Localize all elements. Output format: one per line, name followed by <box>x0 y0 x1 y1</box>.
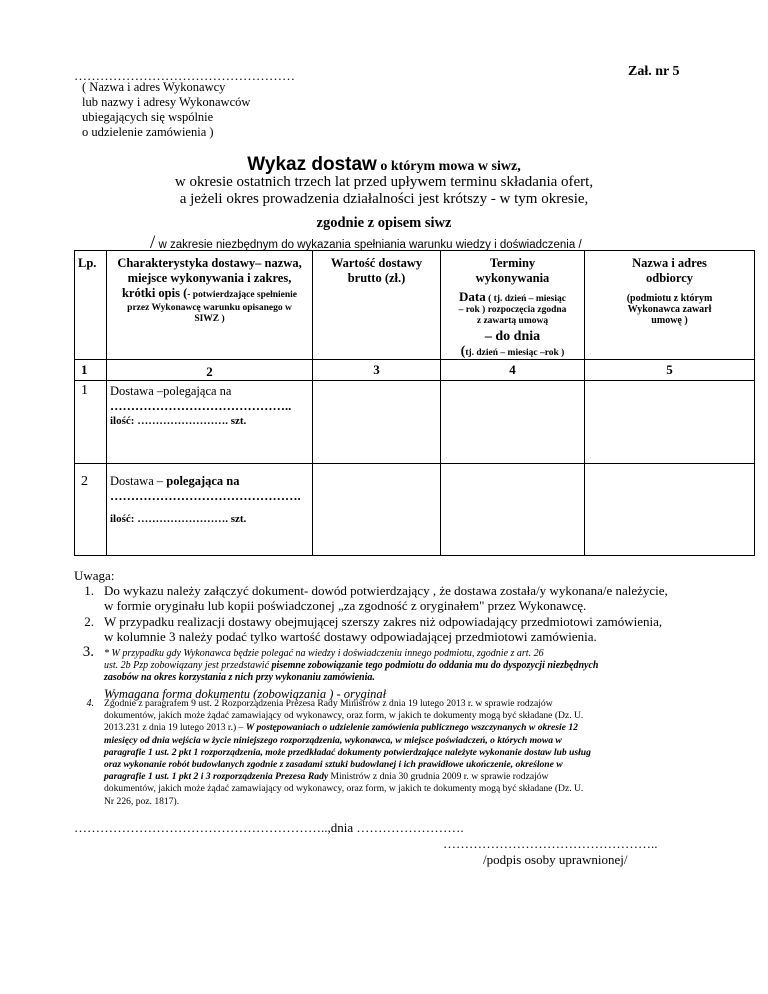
note-number: 3. <box>82 644 94 660</box>
note-item-1 <box>74 583 764 613</box>
row-line <box>110 474 312 489</box>
header-text: SIWZ ) <box>194 314 225 324</box>
header-text: Wartość dostawy <box>330 256 423 270</box>
row-line: Dostawa –polegająca na <box>110 384 232 398</box>
row-lp: 1 <box>75 381 107 464</box>
note-number: 4. <box>86 698 94 709</box>
header-text: tj. dzień – miesiąc –rok ) <box>465 348 565 358</box>
column-number: 2 <box>107 360 313 381</box>
header-text: przez Wykonawcę warunku opisanego w <box>127 303 292 313</box>
header-recipient <box>585 251 755 360</box>
header-characteristics <box>107 251 313 360</box>
note-number: 1. <box>84 583 94 598</box>
note-text-line: paragrafie 1 ust. 2 pkt 1 rozporządzenia, może przedkładać dokumenty potwierdzające należyte wykonanie dostaw lub usług <box>104 746 591 758</box>
title-line-2: w okresie ostatnich trzech lat przed upływem terminu składania ofert, <box>174 174 594 190</box>
header-text: – rok ) rozpoczęcia zgodna <box>458 305 567 315</box>
scope-text: w zakresie niezbędnym do wykazania spełniania warunku wiedzy i doświadczenia / <box>155 239 582 251</box>
slash: / <box>150 232 156 253</box>
signature-label: /podpis osoby uprawnionej/ <box>483 852 628 867</box>
notes-heading: Uwaga: <box>74 568 115 583</box>
note-text: Do wykazu należy załączyć dokument- dowód potwierdzający , że dostawa została/y wykonana/e należycie, <box>104 583 668 598</box>
address-line: ( Nazwa i adres Wykonawcy <box>82 80 226 94</box>
note-text-part: pisemne zobowiązanie tego podmiotu do oddania mu do dyspozycji niezbędnych <box>271 660 599 671</box>
contractor-dots: …………………………………………… <box>74 68 295 83</box>
header-text <box>441 289 584 305</box>
header-text: z zawartą umową <box>476 316 549 326</box>
row-terms[interactable] <box>441 381 585 464</box>
table-header-row <box>75 251 755 360</box>
column-numbers-row <box>75 360 755 381</box>
deliveries-table <box>74 250 755 556</box>
signature-field[interactable]: ………………………………………….. <box>443 836 658 851</box>
row-line: ilość: ……………………. szt. <box>110 513 247 525</box>
address-line: o udzielenie zamówienia ) <box>82 125 214 139</box>
note-text-line <box>104 771 754 783</box>
header-terms <box>441 251 585 360</box>
header-text: Nazwa i adres <box>632 256 707 270</box>
place-date-field[interactable]: …………………………………………………..,dnia ……………………. <box>74 820 464 835</box>
row-lp: 2 <box>75 464 107 556</box>
row-value[interactable] <box>313 381 441 464</box>
title-main: Wykaz dostaw <box>247 154 377 175</box>
note-text-line: zasobów na okres korzystania z nich przy wykonaniu zamówienia. <box>104 672 375 683</box>
header-text: Wykonawca zawarł <box>627 304 712 315</box>
note-text-part: paragrafie 1 ust. 1 pkt 2 i 3 rozporządzenia Prezesa Rady <box>104 771 329 783</box>
header-text: umowę ) <box>651 315 688 326</box>
note-text <box>104 648 754 703</box>
note-text-line <box>104 660 754 672</box>
header-text: ( <box>460 344 466 359</box>
table-row <box>75 381 755 464</box>
row-line: ………………………………………. <box>110 489 301 503</box>
header-text <box>441 344 584 359</box>
title-line-4: zgodnie z opisem siwz <box>316 215 452 231</box>
row-line: ilość: ……………………. szt. <box>110 415 247 427</box>
note-text: W przypadku realizacji dostawy obejmującej szerszy zakres niż odpowiadający przedmiotowi zamówienia, <box>104 614 663 629</box>
row-recipient[interactable] <box>585 464 755 556</box>
header-text: krótki opis ( <box>121 286 188 300</box>
note-text-part: W postępowaniach o udzielenie zamówienia publicznego wszczynanych w okresie 12 <box>245 722 578 734</box>
header-value <box>313 251 441 360</box>
header-lp-text: Lp. <box>78 256 97 270</box>
header-text: miejsce wykonywania i zakres, <box>127 271 292 285</box>
row-terms[interactable] <box>441 464 585 556</box>
attachment-number: Zał. nr 5 <box>628 64 680 79</box>
address-line: ubiegających się wspólnie <box>82 110 214 124</box>
header-text: odbiorcy <box>646 271 693 285</box>
column-number: 3 <box>313 360 441 381</box>
header-text: wykonywania <box>475 271 550 285</box>
title-rest: o którym mowa w siwz, <box>376 159 521 174</box>
document-title <box>0 154 768 176</box>
header-text: brutto (zł.) <box>347 271 406 285</box>
note-text-line: Zgodnie z paragrafem 9 ust. 2 Rozporządzenia Prezesa Rady Ministrów z dnia 19 lutego 2013 r. w sprawie rodzajów <box>104 698 553 709</box>
row-value[interactable] <box>313 464 441 556</box>
header-text: Charakterystyka dostawy– nazwa, <box>117 256 302 270</box>
header-text <box>107 286 312 301</box>
row-line-part: Dostawa – <box>110 474 167 488</box>
note-text-line: dokumentów, jakich może żądać zamawiający od wykonawcy, oraz form, w jakich te dokumenty mogą być składane (Dz. U. <box>104 710 584 722</box>
header-text: (podmiotu z którym <box>626 293 713 304</box>
table-row <box>75 464 755 556</box>
header-lp <box>75 251 107 360</box>
note-number: 2. <box>84 614 94 629</box>
header-text: – do dnia <box>484 329 541 344</box>
note-item-2 <box>74 614 764 644</box>
column-number: 5 <box>585 360 755 381</box>
note-text-line: miesięcy od dnia wejścia w życie niniejszego rozporządzenia, wykonawca, w miejsce poświadczeń, o których mowa w <box>104 734 562 746</box>
title-line-3: a jeżeli okres prowadzenia działalności jest krótszy - w tym okresie, <box>179 191 589 207</box>
note-text: w formie oryginału lub kopii poświadczonej „za zgodność z oryginałem" przez Wykonawcę. <box>104 598 587 613</box>
contractor-address-note <box>82 80 250 140</box>
note-text-line: oraz wykonanie robót budowlanych zgodnie z zasadami sztuki budowlanej i ich prawidłowe ukończenie, określone w <box>104 759 563 771</box>
note-text-line: Wymagana forma dokumentu (zobowiązania ) - oryginał <box>104 687 387 701</box>
note-text-part: ust. 2b Pzp zobowiązany jest przedstawić <box>104 660 272 671</box>
note-text-line <box>104 722 754 734</box>
note-text <box>104 698 754 808</box>
header-text: ( tj. dzień – miesiąc <box>485 294 566 304</box>
column-number: 1 <box>75 360 107 381</box>
address-line: lub nazwy i adresy Wykonawców <box>82 95 251 109</box>
row-line-part: polegająca na <box>166 474 240 488</box>
note-text-line: Nr 226, poz. 1817). <box>104 795 180 807</box>
column-number: 4 <box>441 360 585 381</box>
note-text: w kolumnie 3 należy podać tylko wartość dostawy odpowiadającej przedmiotowi zamówienia. <box>104 629 597 644</box>
note-text-part: Ministrów z dnia 30 grudnia 2009 r. w sprawie rodzajów <box>328 771 549 783</box>
row-description <box>107 464 313 556</box>
header-text: - potwierdzające spełnienie <box>187 290 298 300</box>
header-text: Data <box>459 289 486 304</box>
row-description <box>107 381 313 464</box>
note-text-line: * W przypadku gdy Wykonawca będzie polegać na wiedzy i doświadczeniu innego podmiotu, zgodnie z art. 26 <box>104 648 544 659</box>
note-text-line: dokumentów, jakich może żądać zamawiający od wykonawcy, oraz form, w jakich te dokumenty mogą być składane (Dz. U. <box>104 783 584 795</box>
note-text-part: 2013.231 z dnia 19 lutego 2013 r.) – <box>104 722 246 734</box>
row-recipient[interactable] <box>585 381 755 464</box>
header-text: Terminy <box>489 256 536 270</box>
row-line: …………………………………….. <box>110 399 292 413</box>
